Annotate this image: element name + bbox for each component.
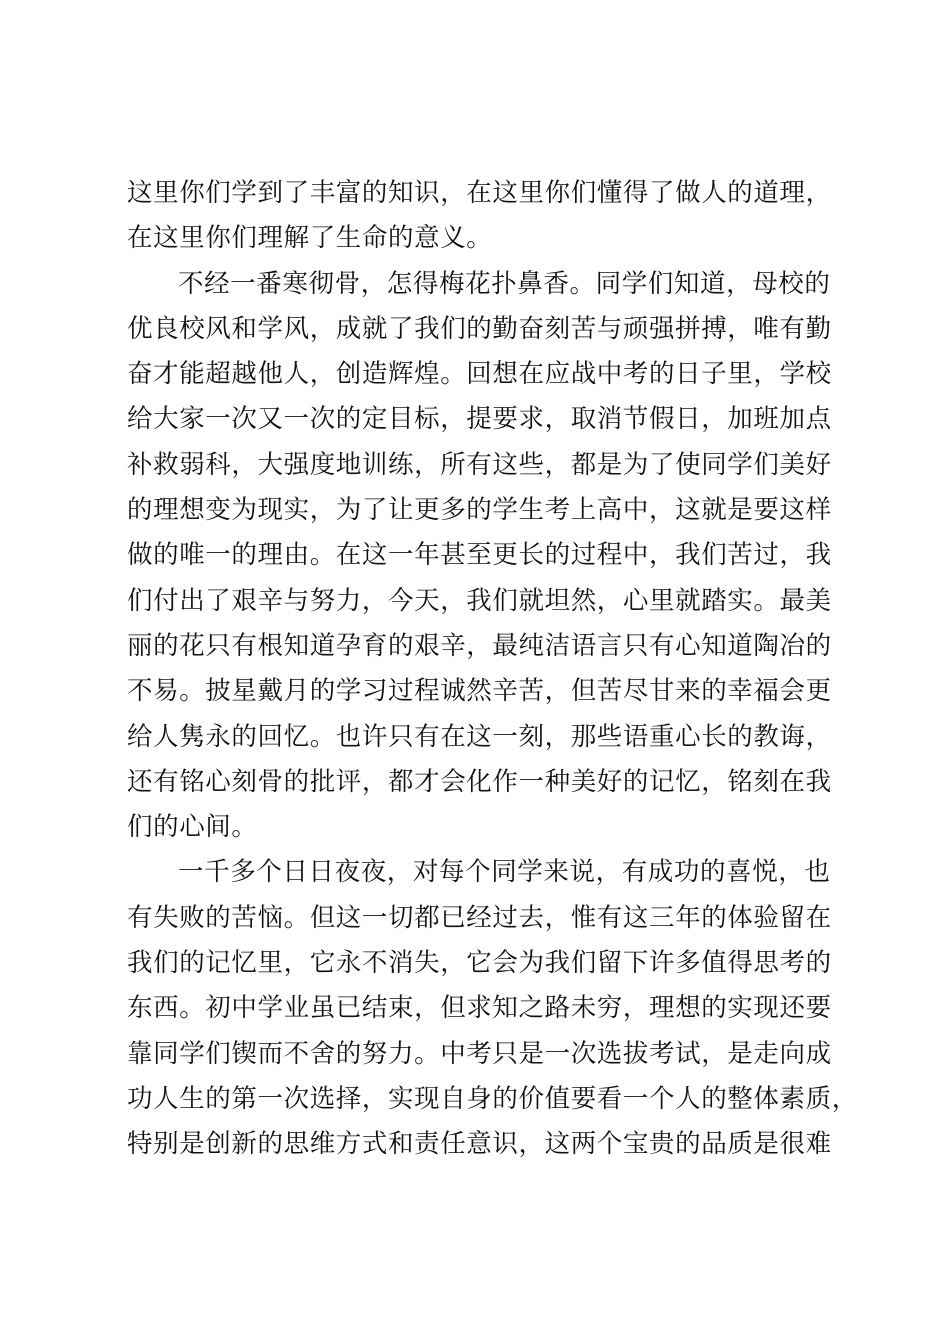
text-line: 给大家一次又一次的定目标，提要求，取消节假日，加班加点 [127, 404, 832, 435]
text-line: 功人生的第一次选择，实现自身的价值要看一个人的整体素质， [127, 1083, 858, 1114]
text-line: 们的心间。 [127, 812, 258, 843]
text-line: 特别是创新的思维方式和责任意识，这两个宝贵的品质是很难 [127, 1129, 832, 1160]
text-line: 这里你们学到了丰富的知识，在这里你们懂得了做人的道理， [127, 178, 832, 208]
text-line: 不易。披星戴月的学习过程诚然辛苦，但苦尽甘来的幸福会更 [127, 676, 832, 707]
body-text [127, 171, 858, 1168]
text-line: 丽的花只有根知道孕育的艰辛，最纯洁语言只有心知道陶冶的 [127, 630, 832, 661]
text-line: 补救弱科，大强度地训练，所有这些，都是为了使同学们美好 [127, 449, 832, 480]
text-line: 我们的记忆里，它永不消失，它会为我们留下许多值得思考的 [127, 948, 832, 979]
text-line: 奋才能超越他人，创造辉煌。回想在应战中考的日子里，学校 [127, 359, 832, 390]
paragraph-start-line: 不经一番寒彻骨，怎得梅花扑鼻香。同学们知道，母校的 [178, 268, 831, 299]
text-line: 还有铭心刻骨的批评，都才会化作一种美好的记忆，铭刻在我 [127, 766, 832, 797]
text-line: 靠同学们锲而不舍的努力。中考只是一次选拔考试，是走向成 [127, 1038, 832, 1069]
text-line: 优良校风和学风，成就了我们的勤奋刻苦与顽强拼搏，唯有勤 [127, 313, 832, 344]
text-line: 给人隽永的回忆。也许只有在这一刻，那些语重心长的教诲， [127, 721, 832, 752]
text-line: 做的唯一的理由。在这一年甚至更长的过程中，我们苦过，我 [127, 540, 832, 571]
text-line: 们付出了艰辛与努力，今天，我们就坦然，心里就踏实。最美 [127, 585, 832, 616]
text-line: 在这里你们理解了生命的意义。 [127, 223, 493, 254]
paragraph-start-line: 一千多个日日夜夜，对每个同学来说，有成功的喜悦，也 [178, 857, 831, 888]
text-line: 的理想变为现实，为了让更多的学生考上高中，这就是要这样 [127, 495, 832, 526]
text-line: 有失败的苦恼。但这一切都已经过去，惟有这三年的体验留在 [127, 902, 832, 933]
text-line: 东西。初中学业虽已结束，但求知之路未穷，理想的实现还要 [127, 993, 832, 1024]
